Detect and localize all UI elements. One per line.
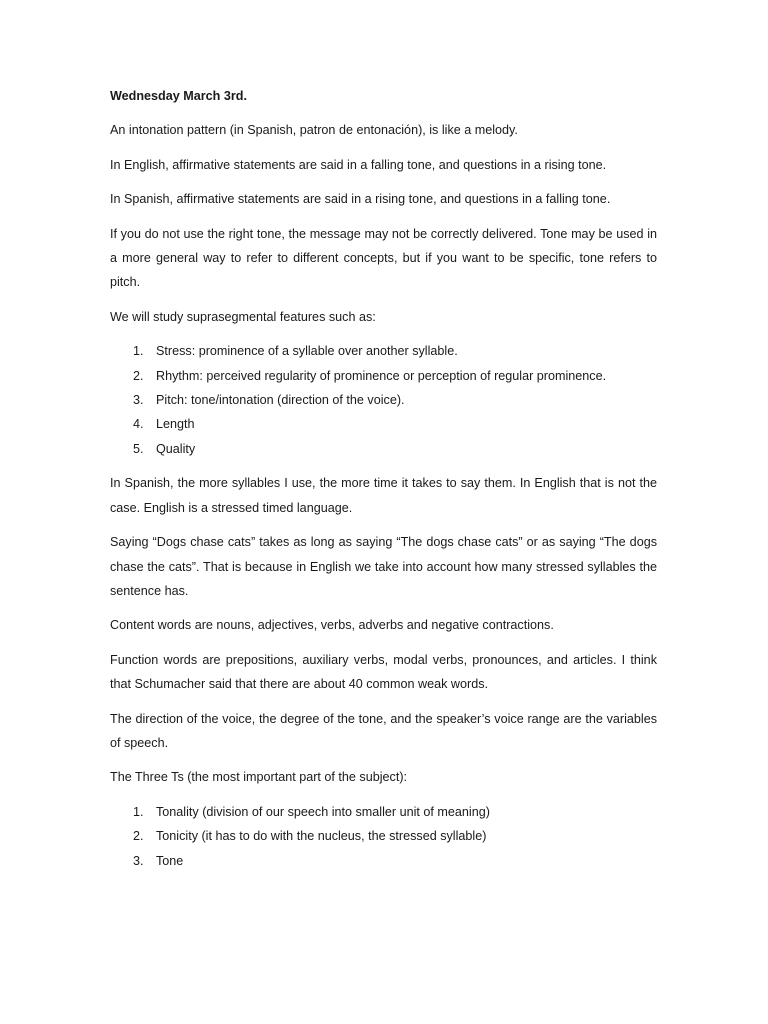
paragraph-suprasegmental-intro: We will study suprasegmental features such as: <box>110 309 376 324</box>
list-item <box>110 339 657 363</box>
list-item <box>110 800 657 824</box>
list-item-text: Pitch: tone/intonation (direction of the voice). <box>156 393 405 408</box>
list-number: 3. <box>133 853 144 868</box>
list-number: 4. <box>133 417 144 432</box>
list-number: 2. <box>133 368 144 383</box>
list-number: 5. <box>133 441 144 456</box>
paragraph-three-ts-intro: The Three Ts (the most important part of the subject): <box>110 770 408 785</box>
list-item-text: Length <box>156 417 195 432</box>
document-page <box>110 84 657 883</box>
three-ts-list <box>110 800 657 873</box>
features-list <box>110 339 657 461</box>
list-item <box>110 388 657 412</box>
paragraph-syllables: In Spanish, the more syllables I use, the more time it takes to say them. In English that is not the case. English is a stressed timed language. <box>110 476 657 515</box>
paragraph-english-tone: In English, affirmative statements are said in a falling tone, and questions in a rising tone. <box>110 157 607 172</box>
list-item <box>110 824 657 848</box>
list-item <box>110 437 657 461</box>
list-item-text: Tonality (division of our speech into smaller unit of meaning) <box>156 804 490 819</box>
paragraph-function-words: Function words are prepositions, auxiliary verbs, modal verbs, pronounces, and articles. I think that Schumacher said that there are about 40 common weak words. <box>110 652 657 692</box>
list-item <box>110 849 657 873</box>
list-item-text: Tonicity (it has to do with the nucleus, the stressed syllable) <box>156 829 487 844</box>
paragraph-content-words: Content words are nouns, adjectives, verbs, adverbs and negative contractions. <box>110 618 554 633</box>
list-number: 1. <box>133 804 144 819</box>
list-item <box>110 412 657 436</box>
list-item <box>110 364 657 388</box>
list-item-text: Rhythm: perceived regularity of prominence or perception of regular prominence. <box>156 368 607 383</box>
list-number: 3. <box>133 393 144 408</box>
document-title: Wednesday March 3rd. <box>110 89 247 103</box>
paragraph-spanish-tone: In Spanish, affirmative statements are said in a rising tone, and questions in a falling tone. <box>110 192 611 207</box>
paragraph-right-tone: If you do not use the right tone, the message may not be correctly delivered. Tone may be used in a more general way to refer to different concepts, but if you want to be specific, tone refers to pitch. <box>110 226 657 290</box>
paragraph-dogs-chase-cats: Saying “Dogs chase cats” takes as long as saying “The dogs chase cats” or as saying “The dogs chase the cats”. That is because in English we take into account how many stressed syllables the sentence has. <box>110 535 657 598</box>
list-item-text: Stress: prominence of a syllable over another syllable. <box>156 344 458 359</box>
list-number: 2. <box>133 829 144 844</box>
paragraph-intonation: An intonation pattern (in Spanish, patron de entonación), is like a melody. <box>110 123 518 138</box>
list-number: 1. <box>133 344 144 359</box>
list-item-text: Quality <box>156 441 196 456</box>
list-item-text: Tone <box>156 853 184 868</box>
paragraph-voice-direction: The direction of the voice, the degree of the tone, and the speaker’s voice range are the variables of speech. <box>110 711 657 750</box>
